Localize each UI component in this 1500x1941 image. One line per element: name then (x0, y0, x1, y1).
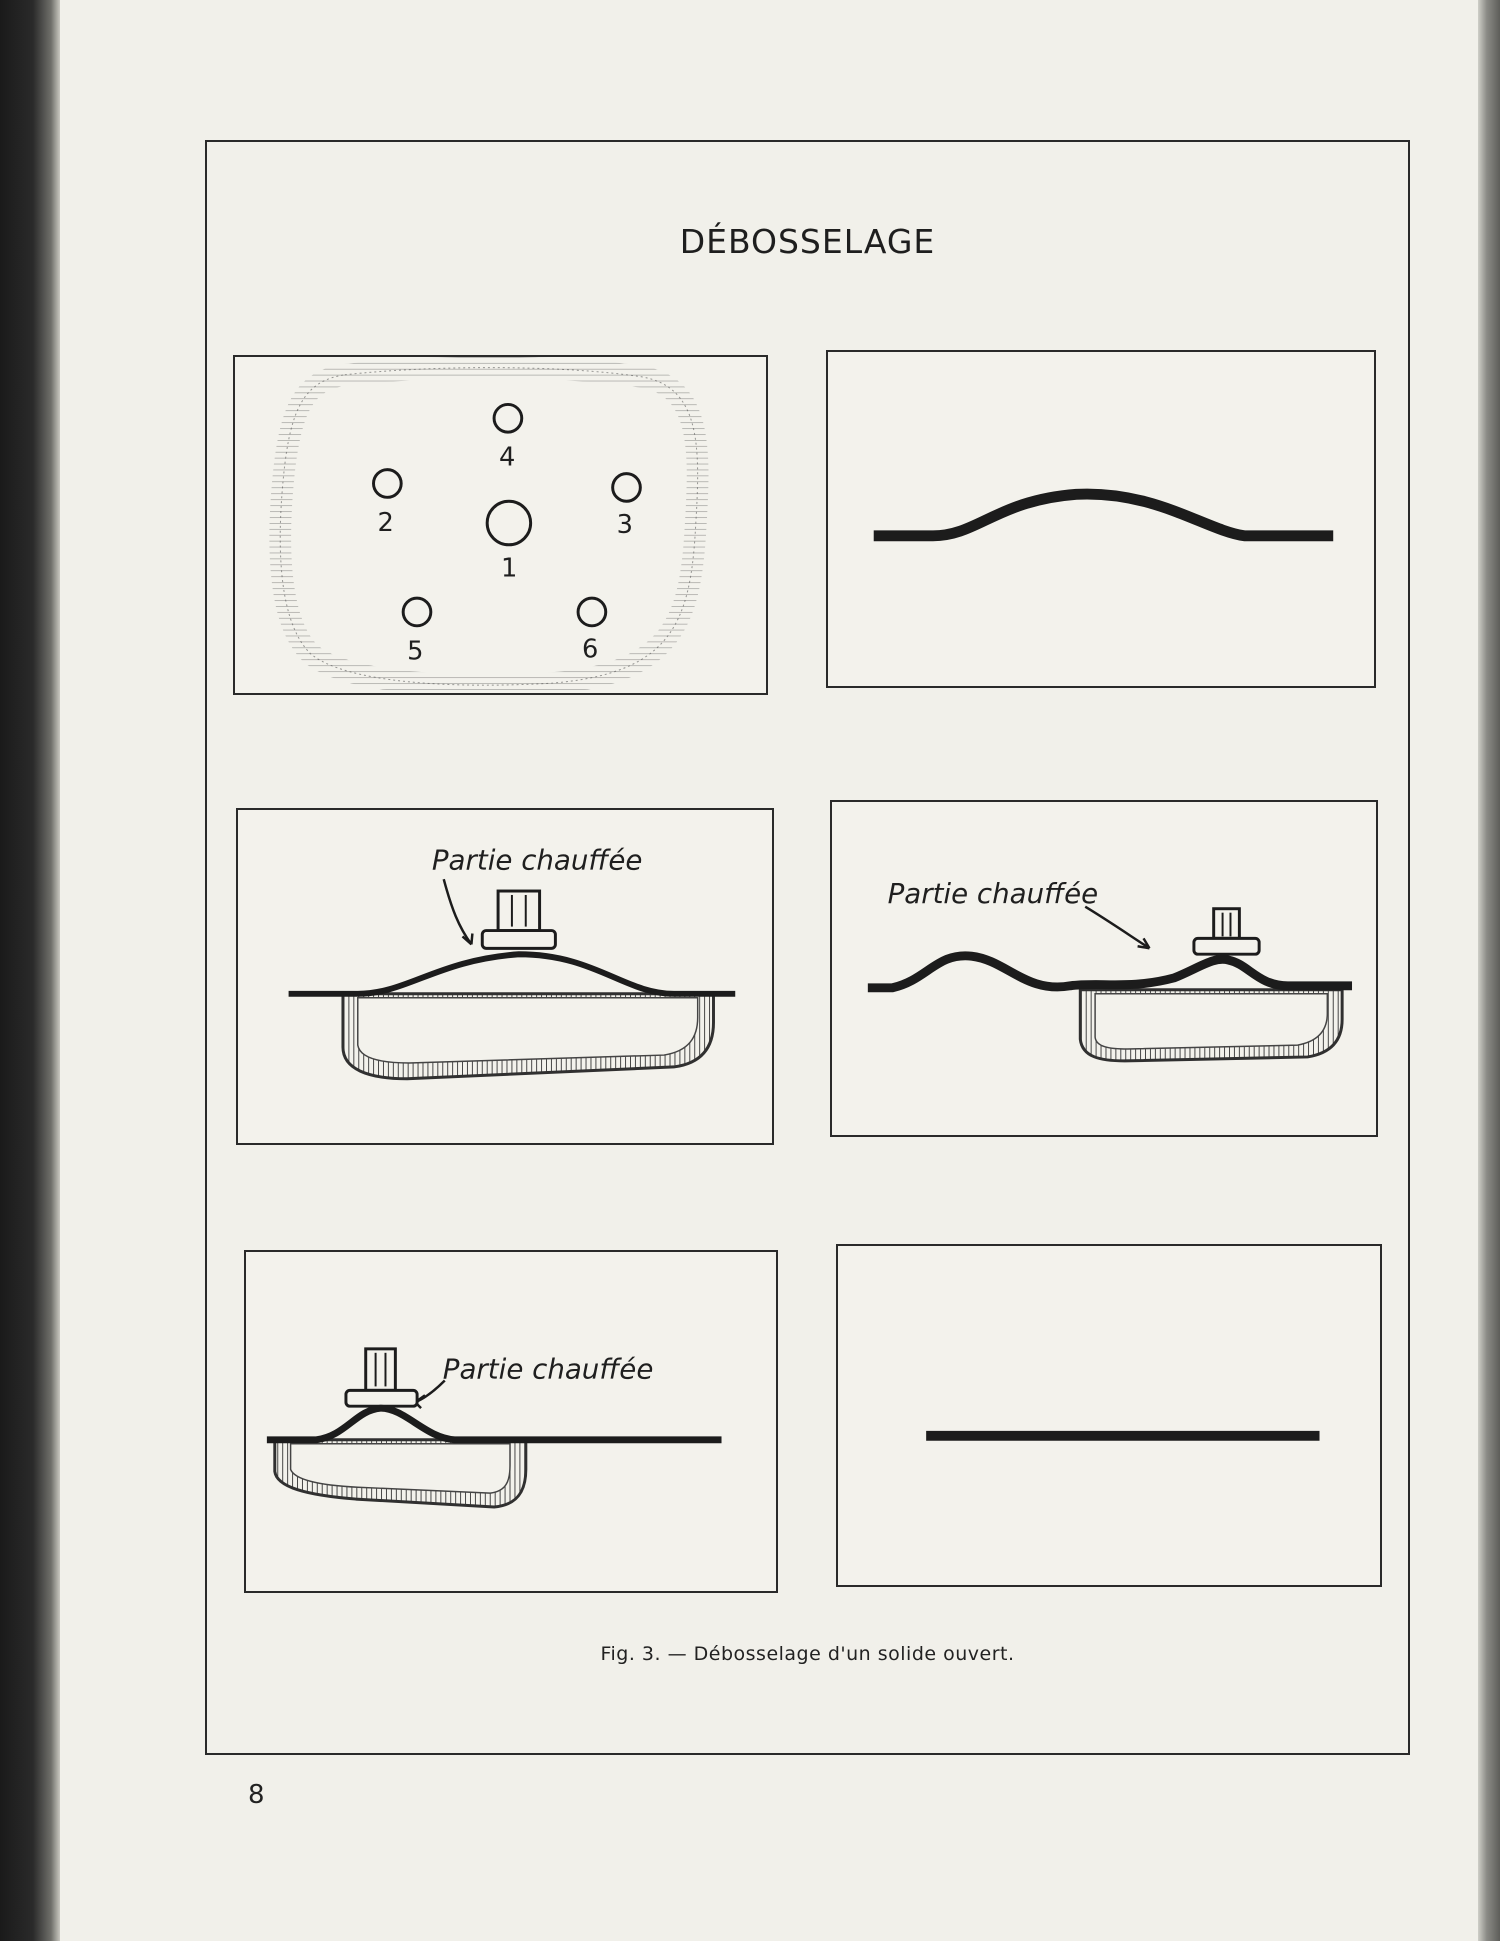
sheet-profile (868, 956, 1352, 988)
heated-part-label-3: Partie chauffée (442, 1352, 654, 1386)
dolly-handle-icon (498, 891, 540, 931)
page-number: 8 (248, 1780, 265, 1810)
panel-heat-side (830, 800, 1378, 1137)
panel-dent-profile (826, 350, 1376, 688)
spot-5-icon (403, 598, 431, 626)
page-edge-shadow (1478, 0, 1500, 1941)
spot-label-4: 4 (499, 442, 516, 473)
dolly-base-icon (1194, 938, 1259, 954)
panel-flat-result (836, 1244, 1382, 1587)
spot-label-5: 5 (407, 636, 424, 667)
dolly-base-icon (346, 1390, 417, 1406)
panel-heat-crown (236, 808, 774, 1145)
dent-outline (280, 368, 697, 686)
flat-result-diagram (838, 1246, 1380, 1585)
panel-heat-final (244, 1250, 778, 1593)
pointer-arrow-1 (444, 879, 472, 944)
spot-1-icon (487, 501, 530, 544)
dolly-handle-icon (366, 1349, 396, 1391)
spot-label-1: 1 (500, 553, 518, 584)
page-title: DÉBOSSELAGE (679, 222, 936, 261)
panel-heating-sequence (233, 355, 768, 695)
figure-caption: Fig. 3. — Débosselage d'un solide ouvert. (600, 1643, 1015, 1665)
spot-label-3: 3 (616, 509, 633, 540)
spot-3-icon (613, 474, 641, 502)
heat-crown-diagram (238, 810, 772, 1143)
spot-6-icon (578, 598, 606, 626)
dolly-base-icon (482, 931, 555, 949)
spot-2-icon (374, 470, 402, 498)
heated-part-label-1: Partie chauffée (431, 843, 643, 877)
sheet-profile-dented (874, 494, 1333, 536)
spot-label-6: 6 (582, 634, 599, 665)
heating-sequence-diagram (235, 357, 766, 693)
pointer-arrow-2 (1085, 907, 1149, 949)
dolly-handle-icon (1214, 909, 1240, 939)
sheet-profile (289, 954, 736, 994)
heat-final-diagram (246, 1252, 776, 1591)
sheet-profile (267, 1408, 722, 1440)
spot-4-icon (494, 404, 522, 432)
dent-profile-diagram (828, 352, 1374, 686)
spot-label-2: 2 (377, 507, 394, 538)
heated-part-label-2: Partie chauffée (887, 876, 1099, 910)
book-spine-shadow (0, 0, 60, 1941)
heat-side-diagram (832, 802, 1376, 1135)
